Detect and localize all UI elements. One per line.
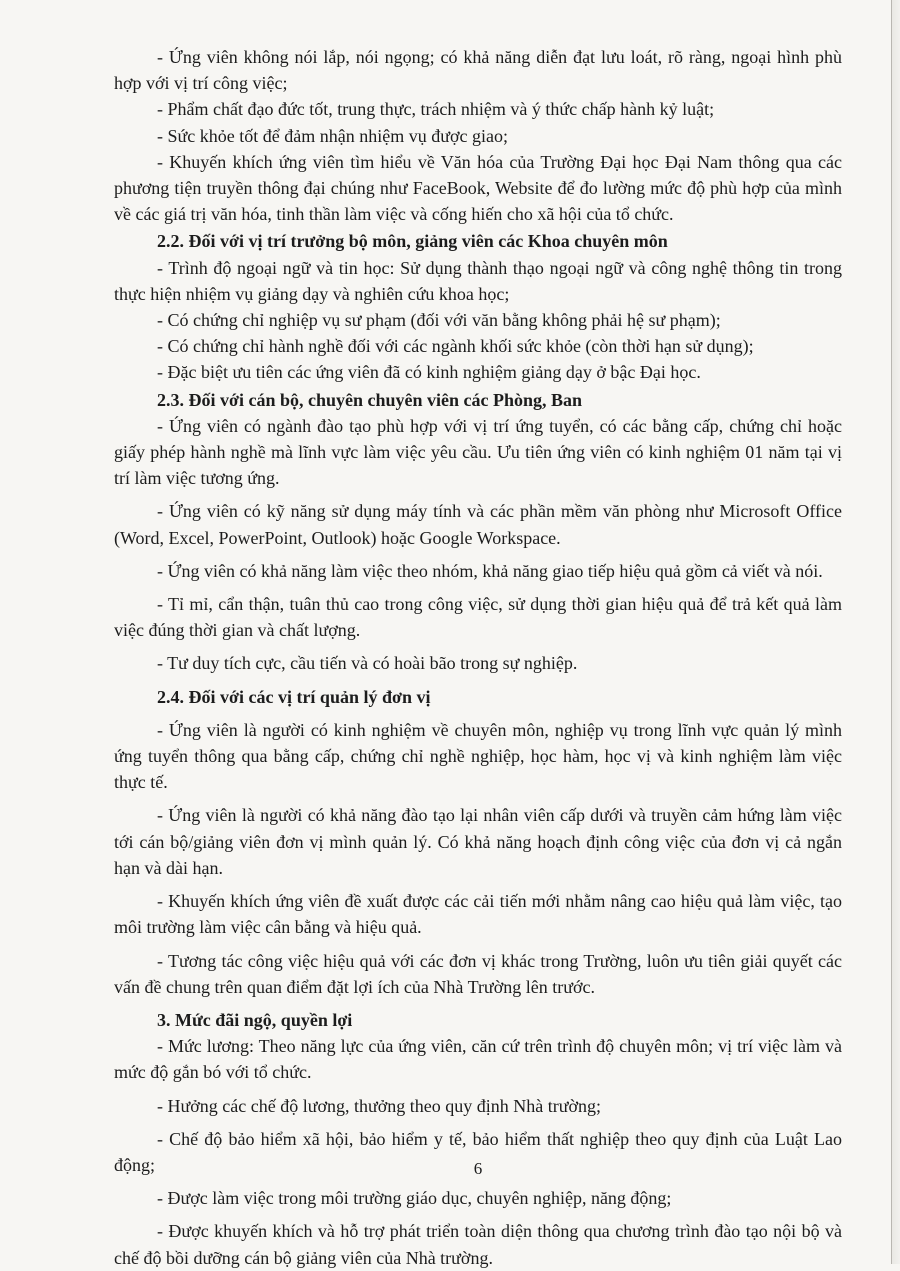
- paragraph: - Phẩm chất đạo đức tốt, trung thực, trách nhiệm và ý thức chấp hành kỷ luật;: [157, 99, 715, 120]
- paragraph: - Ứng viên có kỹ năng sử dụng máy tính và các phần mềm văn phòng như Microsoft Office (Word, Excel, PowerPoint, Outlook) hoặc Google Workspace.: [114, 501, 842, 548]
- section-heading-2-3: 2.3. Đối với cán bộ, chuyên chuyên viên các Phòng, Ban: [157, 389, 583, 410]
- page-number: 6: [473, 1159, 483, 1178]
- paragraph: - Trình độ ngoại ngữ và tin học: Sử dụng thành thạo ngoại ngữ và công nghệ thông tin trong thực hiện nhiệm vụ giảng dạy và nghiên cứu khoa học;: [114, 257, 842, 304]
- paragraph: - Khuyến khích ứng viên đề xuất được các cải tiến mới nhằm nâng cao hiệu quả làm việc, tạo môi trường làm việc cân bằng và hiệu quả.: [114, 891, 842, 938]
- paragraph: - Tỉ mỉ, cẩn thận, tuân thủ cao trong công việc, sử dụng thời gian hiệu quả để trả kết quả làm việc đúng thời gian và chất lượng.: [114, 594, 842, 641]
- paragraph: - Ứng viên có ngành đào tạo phù hợp với vị trí ứng tuyển, có các bằng cấp, chứng chỉ hoặc giấy phép hành nghề mà lĩnh vực làm việc yêu cầu. Ưu tiên ứng viên có kinh nghiệm 01 năm tại vị trí làm việc tương ứng.: [114, 415, 842, 489]
- paragraph: - Được khuyến khích và hỗ trợ phát triển toàn diện thông qua chương trình đào tạo nội bộ và chế độ bồi dưỡng cán bộ giảng viên của Nhà trường.: [114, 1221, 842, 1268]
- paragraph: - Khuyến khích ứng viên tìm hiểu về Văn hóa của Trường Đại học Đại Nam thông qua các phương tiện truyền thông đại chúng như FaceBook, Website để đo lường mức độ phù hợp của mình về các giá trị văn hóa, tinh thần làm việc và cống hiến cho xã hội của tổ chức.: [114, 151, 842, 225]
- paragraph: - Tư duy tích cực, cầu tiến và có hoài bão trong sự nghiệp.: [157, 653, 578, 674]
- section-heading-3: 3. Mức đãi ngộ, quyền lợi: [157, 1009, 353, 1030]
- paragraph: - Có chứng chỉ hành nghề đối với các ngành khối sức khỏe (còn thời hạn sử dụng);: [157, 336, 754, 357]
- paragraph: - Ứng viên có khả năng làm việc theo nhóm, khả năng giao tiếp hiệu quả gồm cả viết và nói.: [157, 560, 823, 581]
- paragraph: - Sức khỏe tốt để đảm nhận nhiệm vụ được giao;: [157, 125, 508, 146]
- paragraph: - Ứng viên là người có kinh nghiệm về chuyên môn, nghiệp vụ trong lĩnh vực quản lý mình ứng tuyển thông qua bằng cấp, chứng chỉ nghề nghiệp, học hàm, học vị và kinh nghiệm làm việc thực tế.: [114, 719, 842, 793]
- paragraph: - Ứng viên là người có khả năng đào tạo lại nhân viên cấp dưới và truyền cảm hứng làm việc tới cán bộ/giảng viên đơn vị mình quản lý. Có khả năng hoạch định công việc của đơn vị cả ngắn hạn và dài hạn.: [114, 805, 842, 878]
- section-heading-2-4: 2.4. Đối với các vị trí quản lý đơn vị: [157, 686, 431, 707]
- scan-edge-line: [891, 0, 892, 1264]
- paragraph: - Có chứng chỉ nghiệp vụ sư phạm (đối với văn bằng không phải hệ sư phạm);: [157, 310, 721, 331]
- paragraph: - Ứng viên không nói lắp, nói ngọng; có khả năng diễn đạt lưu loát, rõ ràng, ngoại hình phù hợp với vị trí công việc;: [114, 47, 842, 94]
- paragraph: - Tương tác công việc hiệu quả với các đơn vị khác trong Trường, luôn ưu tiên giải quyết các vấn đề chung trên quan điểm đặt lợi ích của Nhà Trường lên trước.: [114, 950, 842, 997]
- document-page: [114, 44, 842, 1271]
- scan-edge-shade: [892, 0, 900, 1264]
- paragraph: - Chế độ bảo hiểm xã hội, bảo hiểm y tế, bảo hiểm thất nghiệp theo quy định của Luật Lao động;: [114, 1128, 842, 1175]
- paragraph: - Hưởng các chế độ lương, thưởng theo quy định Nhà trường;: [157, 1095, 602, 1116]
- paragraph: - Được làm việc trong môi trường giáo dục, chuyên nghiệp, năng động;: [157, 1188, 672, 1209]
- paragraph: - Mức lương: Theo năng lực của ứng viên, căn cứ trên trình độ chuyên môn; vị trí việc làm và mức độ gắn bó với tổ chức.: [114, 1036, 842, 1083]
- paragraph: - Đặc biệt ưu tiên các ứng viên đã có kinh nghiệm giảng dạy ở bậc Đại học.: [157, 362, 701, 383]
- section-heading-2-2: 2.2. Đối với vị trí trưởng bộ môn, giảng viên các Khoa chuyên môn: [157, 231, 668, 252]
